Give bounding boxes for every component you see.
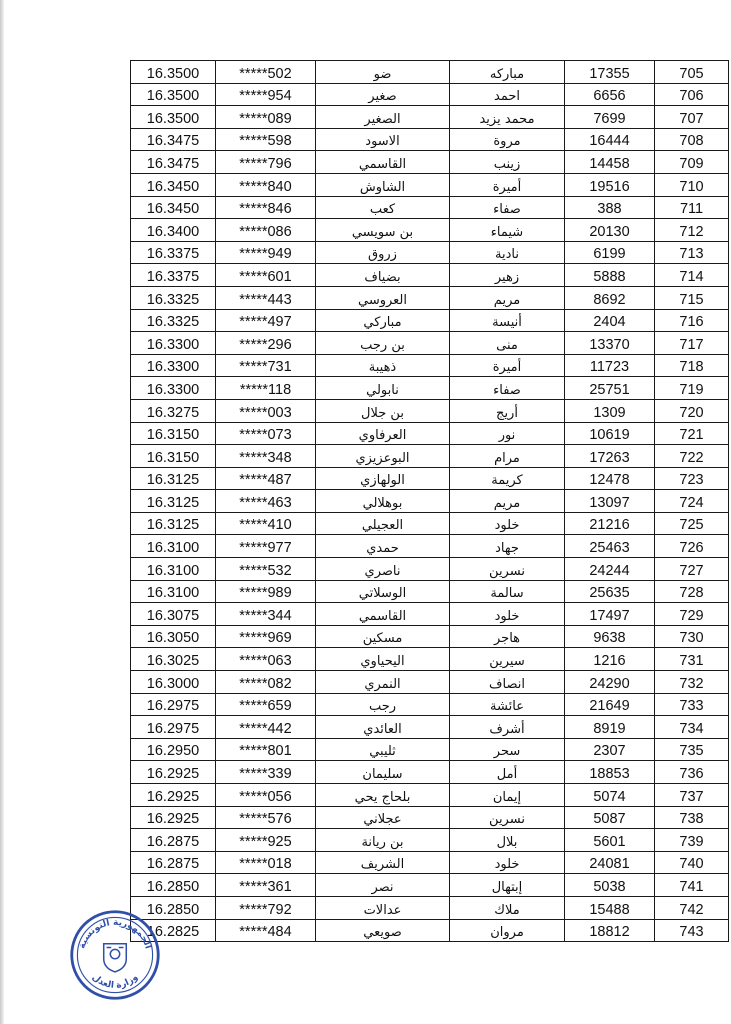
cell-first-name: منى xyxy=(450,332,565,355)
cell-score: 16.3000 xyxy=(131,671,216,694)
cell-rank: 743 xyxy=(655,919,729,942)
cell-id-masked: *****731 xyxy=(216,354,316,377)
cell-number: 1309 xyxy=(565,399,655,422)
table-row xyxy=(131,896,729,919)
cell-number: 21649 xyxy=(565,693,655,716)
cell-rank: 737 xyxy=(655,784,729,807)
cell-id-masked: *****344 xyxy=(216,603,316,626)
cell-score: 16.3325 xyxy=(131,309,216,332)
cell-number: 6199 xyxy=(565,241,655,264)
cell-rank: 729 xyxy=(655,603,729,626)
cell-rank: 742 xyxy=(655,896,729,919)
table-row xyxy=(131,558,729,581)
cell-rank: 722 xyxy=(655,445,729,468)
cell-number: 8919 xyxy=(565,716,655,739)
table-row xyxy=(131,829,729,852)
table-row xyxy=(131,422,729,445)
cell-first-name: احمد xyxy=(450,83,565,106)
table-row xyxy=(131,874,729,897)
cell-score: 16.2975 xyxy=(131,693,216,716)
cell-score: 16.2850 xyxy=(131,896,216,919)
cell-first-name: سحر xyxy=(450,738,565,761)
cell-score: 16.3100 xyxy=(131,558,216,581)
cell-rank: 721 xyxy=(655,422,729,445)
cell-number: 12478 xyxy=(565,467,655,490)
cell-rank: 724 xyxy=(655,490,729,513)
cell-id-masked: *****082 xyxy=(216,671,316,694)
cell-id-masked: *****792 xyxy=(216,896,316,919)
table-row xyxy=(131,219,729,242)
cell-id-masked: *****296 xyxy=(216,332,316,355)
cell-last-name: البوعزيزي xyxy=(316,445,450,468)
cell-score: 16.3125 xyxy=(131,512,216,535)
cell-last-name: بضياف xyxy=(316,264,450,287)
cell-id-masked: *****977 xyxy=(216,535,316,558)
table-row xyxy=(131,784,729,807)
cell-id-masked: *****056 xyxy=(216,784,316,807)
cell-number: 13370 xyxy=(565,332,655,355)
cell-first-name: زينب xyxy=(450,151,565,174)
cell-first-name: مباركه xyxy=(450,61,565,84)
cell-rank: 727 xyxy=(655,558,729,581)
cell-rank: 714 xyxy=(655,264,729,287)
cell-id-masked: *****532 xyxy=(216,558,316,581)
cell-id-masked: *****089 xyxy=(216,106,316,129)
cell-last-name: مباركي xyxy=(316,309,450,332)
cell-number: 24290 xyxy=(565,671,655,694)
cell-last-name: صغير xyxy=(316,83,450,106)
cell-last-name: العرفاوي xyxy=(316,422,450,445)
cell-last-name: العجيلي xyxy=(316,512,450,535)
cell-number: 18853 xyxy=(565,761,655,784)
cell-id-masked: *****954 xyxy=(216,83,316,106)
cell-first-name: زهير xyxy=(450,264,565,287)
table-row xyxy=(131,603,729,626)
cell-first-name: مروان xyxy=(450,919,565,942)
cell-score: 16.3150 xyxy=(131,445,216,468)
table-row xyxy=(131,738,729,761)
cell-first-name: نسرين xyxy=(450,558,565,581)
cell-rank: 739 xyxy=(655,829,729,852)
cell-number: 5888 xyxy=(565,264,655,287)
cell-last-name: سليمان xyxy=(316,761,450,784)
cell-last-name: القاسمي xyxy=(316,603,450,626)
cell-number: 388 xyxy=(565,196,655,219)
cell-first-name: انصاف xyxy=(450,671,565,694)
cell-last-name: بلحاج يحي xyxy=(316,784,450,807)
cell-rank: 731 xyxy=(655,648,729,671)
cell-last-name: بن سويسي xyxy=(316,219,450,242)
cell-rank: 740 xyxy=(655,851,729,874)
page-edge-shadow xyxy=(0,0,4,1024)
cell-first-name: بلال xyxy=(450,829,565,852)
cell-id-masked: *****598 xyxy=(216,128,316,151)
results-table-body xyxy=(131,61,729,942)
cell-id-masked: *****925 xyxy=(216,829,316,852)
table-row xyxy=(131,196,729,219)
cell-last-name: القاسمي xyxy=(316,151,450,174)
table-row xyxy=(131,535,729,558)
table-row xyxy=(131,377,729,400)
cell-last-name: بوهلالي xyxy=(316,490,450,513)
cell-score: 16.2925 xyxy=(131,761,216,784)
cell-last-name: الوسلاتي xyxy=(316,580,450,603)
cell-last-name: اليحياوي xyxy=(316,648,450,671)
table-row xyxy=(131,83,729,106)
cell-first-name: مريم xyxy=(450,286,565,309)
cell-first-name: صفاء xyxy=(450,377,565,400)
cell-id-masked: *****339 xyxy=(216,761,316,784)
cell-score: 16.2875 xyxy=(131,851,216,874)
cell-last-name: حمدي xyxy=(316,535,450,558)
cell-first-name: عائشة xyxy=(450,693,565,716)
cell-id-masked: *****018 xyxy=(216,851,316,874)
cell-id-masked: *****989 xyxy=(216,580,316,603)
table-row xyxy=(131,241,729,264)
cell-rank: 717 xyxy=(655,332,729,355)
cell-number: 17263 xyxy=(565,445,655,468)
cell-rank: 706 xyxy=(655,83,729,106)
table-row xyxy=(131,671,729,694)
cell-id-masked: *****063 xyxy=(216,648,316,671)
cell-score: 16.3300 xyxy=(131,332,216,355)
table-row xyxy=(131,61,729,84)
cell-score: 16.3100 xyxy=(131,535,216,558)
cell-score: 16.3325 xyxy=(131,286,216,309)
cell-rank: 719 xyxy=(655,377,729,400)
cell-number: 24244 xyxy=(565,558,655,581)
cell-number: 14458 xyxy=(565,151,655,174)
cell-score: 16.3025 xyxy=(131,648,216,671)
cell-first-name: خلود xyxy=(450,851,565,874)
cell-score: 16.3500 xyxy=(131,106,216,129)
cell-rank: 708 xyxy=(655,128,729,151)
cell-id-masked: *****846 xyxy=(216,196,316,219)
results-table xyxy=(130,60,729,942)
cell-number: 5074 xyxy=(565,784,655,807)
cell-number: 10619 xyxy=(565,422,655,445)
cell-number: 20130 xyxy=(565,219,655,242)
cell-number: 11723 xyxy=(565,354,655,377)
cell-first-name: أنيسة xyxy=(450,309,565,332)
cell-rank: 716 xyxy=(655,309,729,332)
cell-number: 16444 xyxy=(565,128,655,151)
cell-last-name: ضو xyxy=(316,61,450,84)
table-row xyxy=(131,399,729,422)
cell-id-masked: *****348 xyxy=(216,445,316,468)
table-row xyxy=(131,332,729,355)
table-row xyxy=(131,354,729,377)
cell-first-name: مرام xyxy=(450,445,565,468)
cell-id-masked: *****463 xyxy=(216,490,316,513)
cell-rank: 711 xyxy=(655,196,729,219)
cell-first-name: سيرين xyxy=(450,648,565,671)
cell-first-name: أريج xyxy=(450,399,565,422)
cell-id-masked: *****497 xyxy=(216,309,316,332)
cell-last-name: الشاوش xyxy=(316,173,450,196)
cell-last-name: الولهازي xyxy=(316,467,450,490)
cell-rank: 718 xyxy=(655,354,729,377)
cell-id-masked: *****118 xyxy=(216,377,316,400)
cell-id-masked: *****801 xyxy=(216,738,316,761)
cell-score: 16.3375 xyxy=(131,241,216,264)
cell-number: 17497 xyxy=(565,603,655,626)
cell-rank: 728 xyxy=(655,580,729,603)
cell-id-masked: *****502 xyxy=(216,61,316,84)
cell-score: 16.3150 xyxy=(131,422,216,445)
cell-last-name: ثليبي xyxy=(316,738,450,761)
cell-number: 19516 xyxy=(565,173,655,196)
cell-number: 21216 xyxy=(565,512,655,535)
table-row xyxy=(131,580,729,603)
cell-number: 1216 xyxy=(565,648,655,671)
cell-id-masked: *****073 xyxy=(216,422,316,445)
cell-id-masked: *****796 xyxy=(216,151,316,174)
cell-number: 5087 xyxy=(565,806,655,829)
cell-id-masked: *****443 xyxy=(216,286,316,309)
cell-number: 25635 xyxy=(565,580,655,603)
cell-score: 16.3300 xyxy=(131,377,216,400)
cell-number: 13097 xyxy=(565,490,655,513)
cell-last-name: الشريف xyxy=(316,851,450,874)
cell-first-name: مريم xyxy=(450,490,565,513)
table-row xyxy=(131,151,729,174)
cell-number: 2404 xyxy=(565,309,655,332)
cell-score: 16.3475 xyxy=(131,151,216,174)
table-row xyxy=(131,716,729,739)
cell-score: 16.2925 xyxy=(131,806,216,829)
cell-last-name: بن رجب xyxy=(316,332,450,355)
cell-id-masked: *****484 xyxy=(216,919,316,942)
cell-first-name: صفاء xyxy=(450,196,565,219)
cell-first-name: نسرين xyxy=(450,806,565,829)
cell-id-masked: *****003 xyxy=(216,399,316,422)
table-row xyxy=(131,625,729,648)
cell-last-name: بن جلال xyxy=(316,399,450,422)
cell-first-name: جهاد xyxy=(450,535,565,558)
cell-last-name: ناصري xyxy=(316,558,450,581)
cell-id-masked: *****576 xyxy=(216,806,316,829)
cell-score: 16.2975 xyxy=(131,716,216,739)
table-row xyxy=(131,693,729,716)
cell-score: 16.2875 xyxy=(131,829,216,852)
cell-last-name: بن ريانة xyxy=(316,829,450,852)
cell-first-name: شيماء xyxy=(450,219,565,242)
table-row xyxy=(131,919,729,942)
cell-last-name: عجلاني xyxy=(316,806,450,829)
cell-score: 16.2850 xyxy=(131,874,216,897)
cell-rank: 726 xyxy=(655,535,729,558)
cell-score: 16.3050 xyxy=(131,625,216,648)
cell-rank: 707 xyxy=(655,106,729,129)
cell-rank: 736 xyxy=(655,761,729,784)
cell-id-masked: *****442 xyxy=(216,716,316,739)
cell-last-name: العروسي xyxy=(316,286,450,309)
cell-first-name: أمل xyxy=(450,761,565,784)
cell-rank: 715 xyxy=(655,286,729,309)
cell-id-masked: *****487 xyxy=(216,467,316,490)
cell-first-name: ملاك xyxy=(450,896,565,919)
cell-number: 18812 xyxy=(565,919,655,942)
table-row xyxy=(131,264,729,287)
cell-score: 16.2825 xyxy=(131,919,216,942)
cell-last-name: العائدي xyxy=(316,716,450,739)
cell-score: 16.3400 xyxy=(131,219,216,242)
cell-last-name: النمري xyxy=(316,671,450,694)
cell-first-name: خلود xyxy=(450,603,565,626)
table-row xyxy=(131,806,729,829)
cell-first-name: خلود xyxy=(450,512,565,535)
cell-score: 16.2950 xyxy=(131,738,216,761)
cell-number: 15488 xyxy=(565,896,655,919)
cell-rank: 705 xyxy=(655,61,729,84)
cell-rank: 738 xyxy=(655,806,729,829)
cell-first-name: أشرف xyxy=(450,716,565,739)
cell-last-name: مسكين xyxy=(316,625,450,648)
cell-rank: 733 xyxy=(655,693,729,716)
cell-rank: 730 xyxy=(655,625,729,648)
cell-number: 2307 xyxy=(565,738,655,761)
cell-first-name: سالمة xyxy=(450,580,565,603)
cell-first-name: أميرة xyxy=(450,173,565,196)
table-row xyxy=(131,106,729,129)
cell-rank: 734 xyxy=(655,716,729,739)
table-row xyxy=(131,445,729,468)
cell-rank: 741 xyxy=(655,874,729,897)
cell-last-name: زروق xyxy=(316,241,450,264)
stamp-emblem-icon xyxy=(104,944,127,972)
cell-id-masked: *****361 xyxy=(216,874,316,897)
cell-rank: 735 xyxy=(655,738,729,761)
cell-score: 16.3125 xyxy=(131,467,216,490)
cell-rank: 720 xyxy=(655,399,729,422)
table-row xyxy=(131,128,729,151)
cell-last-name: كعب xyxy=(316,196,450,219)
table-row xyxy=(131,467,729,490)
table-row xyxy=(131,761,729,784)
cell-number: 17355 xyxy=(565,61,655,84)
cell-rank: 709 xyxy=(655,151,729,174)
cell-last-name: نصر xyxy=(316,874,450,897)
cell-id-masked: *****659 xyxy=(216,693,316,716)
table-row xyxy=(131,286,729,309)
cell-score: 16.3275 xyxy=(131,399,216,422)
cell-first-name: محمد يزيد xyxy=(450,106,565,129)
cell-id-masked: *****969 xyxy=(216,625,316,648)
cell-first-name: نور xyxy=(450,422,565,445)
cell-rank: 732 xyxy=(655,671,729,694)
table-row xyxy=(131,648,729,671)
cell-score: 16.3100 xyxy=(131,580,216,603)
stamp-top-text: الجمهورية التونسية xyxy=(77,917,153,951)
cell-rank: 725 xyxy=(655,512,729,535)
table-row xyxy=(131,851,729,874)
cell-first-name: أميرة xyxy=(450,354,565,377)
cell-id-masked: *****086 xyxy=(216,219,316,242)
cell-number: 9638 xyxy=(565,625,655,648)
cell-number: 24081 xyxy=(565,851,655,874)
cell-score: 16.3475 xyxy=(131,128,216,151)
cell-score: 16.3500 xyxy=(131,83,216,106)
cell-score: 16.3300 xyxy=(131,354,216,377)
table-row xyxy=(131,173,729,196)
cell-last-name: نابولي xyxy=(316,377,450,400)
cell-id-masked: *****601 xyxy=(216,264,316,287)
cell-last-name: رجب xyxy=(316,693,450,716)
cell-score: 16.3125 xyxy=(131,490,216,513)
cell-rank: 723 xyxy=(655,467,729,490)
cell-last-name: ذهيبة xyxy=(316,354,450,377)
cell-score: 16.2925 xyxy=(131,784,216,807)
cell-first-name: إبتهال xyxy=(450,874,565,897)
cell-rank: 712 xyxy=(655,219,729,242)
cell-id-masked: *****840 xyxy=(216,173,316,196)
cell-first-name: مروة xyxy=(450,128,565,151)
cell-score: 16.3375 xyxy=(131,264,216,287)
cell-score: 16.3075 xyxy=(131,603,216,626)
table-row xyxy=(131,309,729,332)
cell-first-name: نادية xyxy=(450,241,565,264)
cell-first-name: كريمة xyxy=(450,467,565,490)
cell-last-name: الصغير xyxy=(316,106,450,129)
cell-number: 25463 xyxy=(565,535,655,558)
table-row xyxy=(131,512,729,535)
cell-id-masked: *****410 xyxy=(216,512,316,535)
cell-first-name: إيمان xyxy=(450,784,565,807)
cell-last-name: عدالات xyxy=(316,896,450,919)
cell-number: 8692 xyxy=(565,286,655,309)
cell-number: 5601 xyxy=(565,829,655,852)
cell-last-name: الاسود xyxy=(316,128,450,151)
cell-last-name: صويعي xyxy=(316,919,450,942)
stamp-bottom-text: وزارة العدل xyxy=(89,972,141,991)
cell-id-masked: *****949 xyxy=(216,241,316,264)
official-stamp xyxy=(68,908,162,1002)
cell-number: 7699 xyxy=(565,106,655,129)
table-row xyxy=(131,490,729,513)
cell-score: 16.3450 xyxy=(131,196,216,219)
cell-number: 5038 xyxy=(565,874,655,897)
cell-score: 16.3450 xyxy=(131,173,216,196)
cell-number: 6656 xyxy=(565,83,655,106)
cell-number: 25751 xyxy=(565,377,655,400)
cell-first-name: هاجر xyxy=(450,625,565,648)
cell-score: 16.3500 xyxy=(131,61,216,84)
cell-rank: 713 xyxy=(655,241,729,264)
cell-rank: 710 xyxy=(655,173,729,196)
